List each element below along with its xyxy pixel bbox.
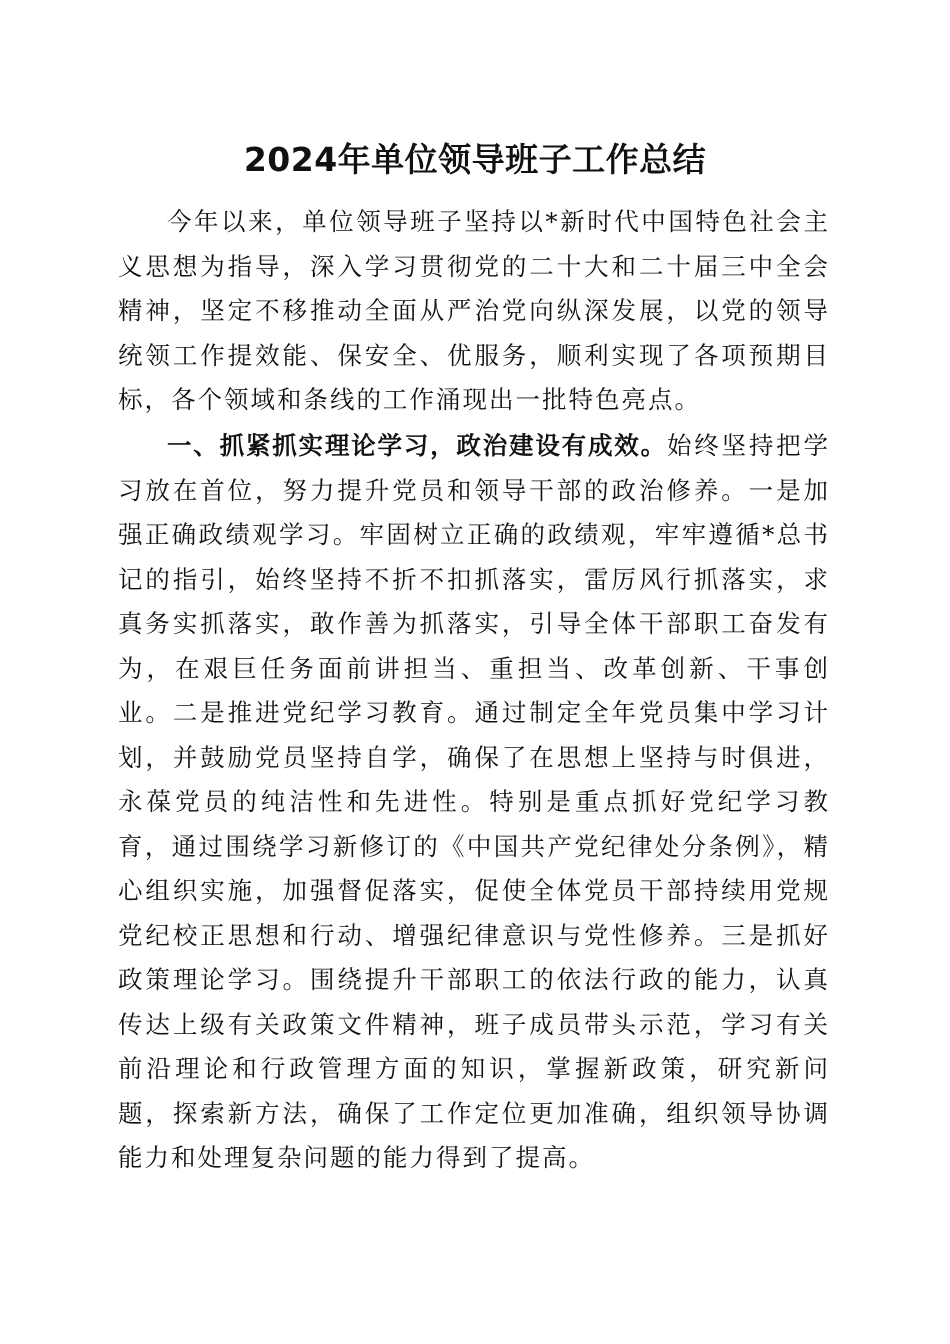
section-1-paragraph bbox=[118, 424, 830, 1181]
intro-paragraph: 今年以来，单位领导班子坚持以*新时代中国特色社会主义思想为指导，深入学习贯彻党的二十大和二十届三中全会精神，坚定不移推动全面从严治党向纵深发展，以党的领导统领工作提效能、保安全、优服务，顺利实现了各项预期目标，各个领域和条线的工作涌现出一批特色亮点。 bbox=[118, 207, 830, 414]
document-title: 2024年单位领导班子工作总结 bbox=[243, 140, 707, 179]
section-1-text: 始终坚持把学习放在首位，努力提升党员和领导干部的政治修养。一是加强正确政绩观学习。牢固树立正确的政绩观，牢牢遵循*总书记的指引，始终坚持不折不扣抓落实，雷厉风行抓落实，求真务实抓落实，敢作善为抓落实，引导全体干部职工奋发有为，在艰巨任务面前讲担当、重担当、改革创新、干事创业。二是推进党纪学习教育。通过制定全年党员集中学习计划，并鼓励党员坚持自学，确保了在思想上坚持与时俱进，永葆党员的纯洁性和先进性。特别是重点抓好党纪学习教育，通过围绕学习新修订的《中国共产党纪律处分条例》，精心组织实施，加强督促落实，促使全体党员干部持续用党规党纪校正思想和行动、增强纪律意识与党性修养。三是抓好政策理论学习。围绕提升干部职工的依法行政的能力，认真传达上级有关政策文件精神，班子成员带头示范，学习有关前沿理论和行政管理方面的知识，掌握新政策，研究新问题，探索新方法，确保了工作定位更加准确，组织领导协调能力和处理复杂问题的能力得到了提高。 bbox=[118, 431, 830, 1172]
section-1-heading: 一、抓紧抓实理论学习，政治建设有成效。 bbox=[167, 431, 667, 460]
